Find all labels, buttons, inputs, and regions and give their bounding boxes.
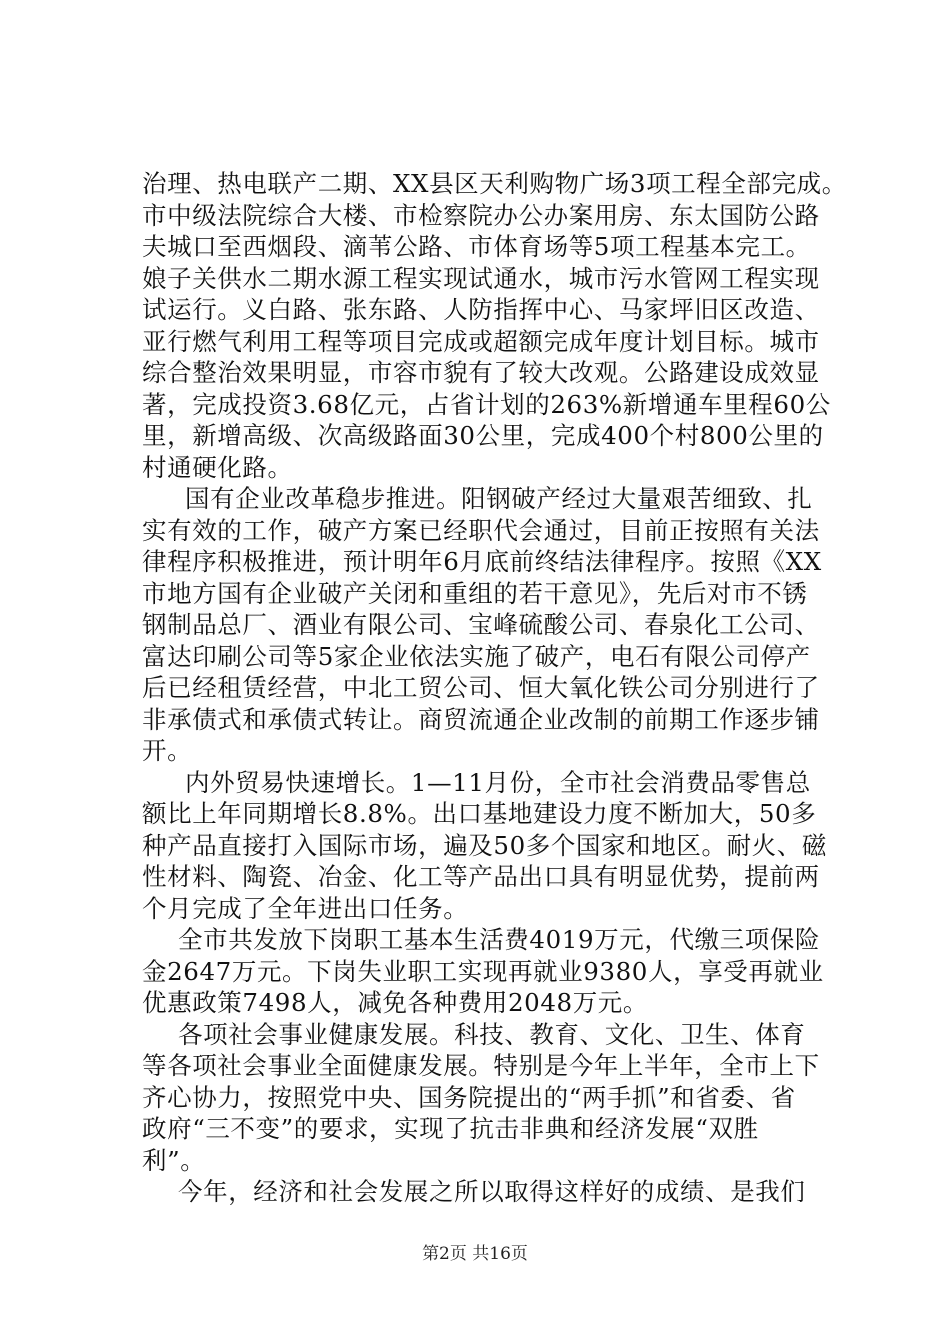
text-line: 齐心协力，按照党中央、国务院提出的“两手抓”和省委、省 bbox=[142, 1082, 796, 1112]
text-line: 市地方国有企业破产关闭和重组的若干意见》，先后对市不锈 bbox=[142, 578, 808, 608]
page-number-footer: 第2页 共16页 bbox=[422, 1244, 528, 1264]
text-line: 种产品直接打入国际市场，遍及50多个国家和地区。耐火、磁 bbox=[142, 830, 827, 860]
text-line: 富达印刷公司等5家企业依法实施了破产，电石有限公司停产 bbox=[142, 641, 811, 671]
paragraph-first-line: 各项社会事业健康发展。科技、教育、文化、卫生、体育 bbox=[178, 1019, 806, 1049]
text-line: 额比上年同期增长8.8%。出口基地建设力度不断加大，50多 bbox=[142, 799, 817, 828]
text-line: 金2647万元。下岗失业职工实现再就业9380人，享受再就业 bbox=[142, 956, 824, 986]
text-line: 夫城口至西烟段、滴苇公路、市体育场等5项工程基本完工。 bbox=[142, 232, 811, 261]
text-line: 亚行燃气利用工程等项目完成或超额完成年度计划目标。城市 bbox=[142, 326, 820, 356]
text-line: 律程序积极推进，预计明年6月底前终结法律程序。按照《XX bbox=[142, 547, 822, 576]
text-line: 治理、热电联产二期、XX县区天利购物广场3项工程全部完成。 bbox=[142, 169, 847, 198]
text-line: 政府“三不变”的要求，实现了抗击非典和经济发展“双胜 bbox=[142, 1114, 759, 1143]
text-line: 优惠政策7498人，减免各种费用2048万元。 bbox=[142, 988, 648, 1017]
text-line: 个月完成了全年进出口任务。 bbox=[142, 893, 469, 923]
text-line: 娘子关供水二期水源工程实现试通水，城市污水管网工程实现 bbox=[142, 263, 820, 293]
paragraph-first-line: 内外贸易快速增长。1—11月份，全市社会消费品零售总 bbox=[185, 767, 811, 797]
paragraph-first-line: 今年，经济和社会发展之所以取得这样好的成绩、是我们 bbox=[178, 1177, 806, 1206]
text-line: 性材料、陶瓷、冶金、化工等产品出口具有明显优势，提前两 bbox=[142, 862, 820, 891]
text-line: 利”。 bbox=[142, 1145, 206, 1175]
paragraph-first-line: 全市共发放下岗职工基本生活费4019万元，代缴三项保险 bbox=[178, 925, 821, 954]
text-line: 村通硬化路。 bbox=[142, 452, 293, 482]
text-line: 实有效的工作，破产方案已经职代会通过，目前正按照有关法 bbox=[142, 515, 820, 545]
text-line: 等各项社会事业全面健康发展。特别是今年上半年，全市上下 bbox=[142, 1051, 820, 1080]
paragraph-first-line: 国有企业改革稳步推进。阳钢破产经过大量艰苦细致、扎 bbox=[185, 484, 813, 513]
text-line: 开。 bbox=[142, 736, 193, 765]
text-line: 里，新增高级、次高级路面30公里，完成400个村800公里的 bbox=[142, 421, 824, 450]
document-body bbox=[142, 168, 847, 1208]
text-line: 试运行。义白路、张东路、人防指挥中心、马家坪旧区改造、 bbox=[142, 295, 820, 324]
text-line: 钢制品总厂、酒业有限公司、宝峰硫酸公司、春泉化工公司、 bbox=[142, 610, 820, 639]
text-line: 综合整治效果明显，市容市貌有了较大改观。公路建设成效显 bbox=[142, 358, 820, 387]
text-line: 市中级法院综合大楼、市检察院办公办案用房、东太国防公路 bbox=[142, 200, 820, 230]
text-line: 非承债式和承债式转让。商贸流通企业改制的前期工作逐步铺 bbox=[142, 704, 820, 734]
text-line: 后已经租赁经营，中北工贸公司、恒大氧化铁公司分别进行了 bbox=[142, 673, 820, 702]
text-line: 著，完成投资3.68亿元，占省计划的263%新增通车里程60公 bbox=[142, 389, 831, 419]
